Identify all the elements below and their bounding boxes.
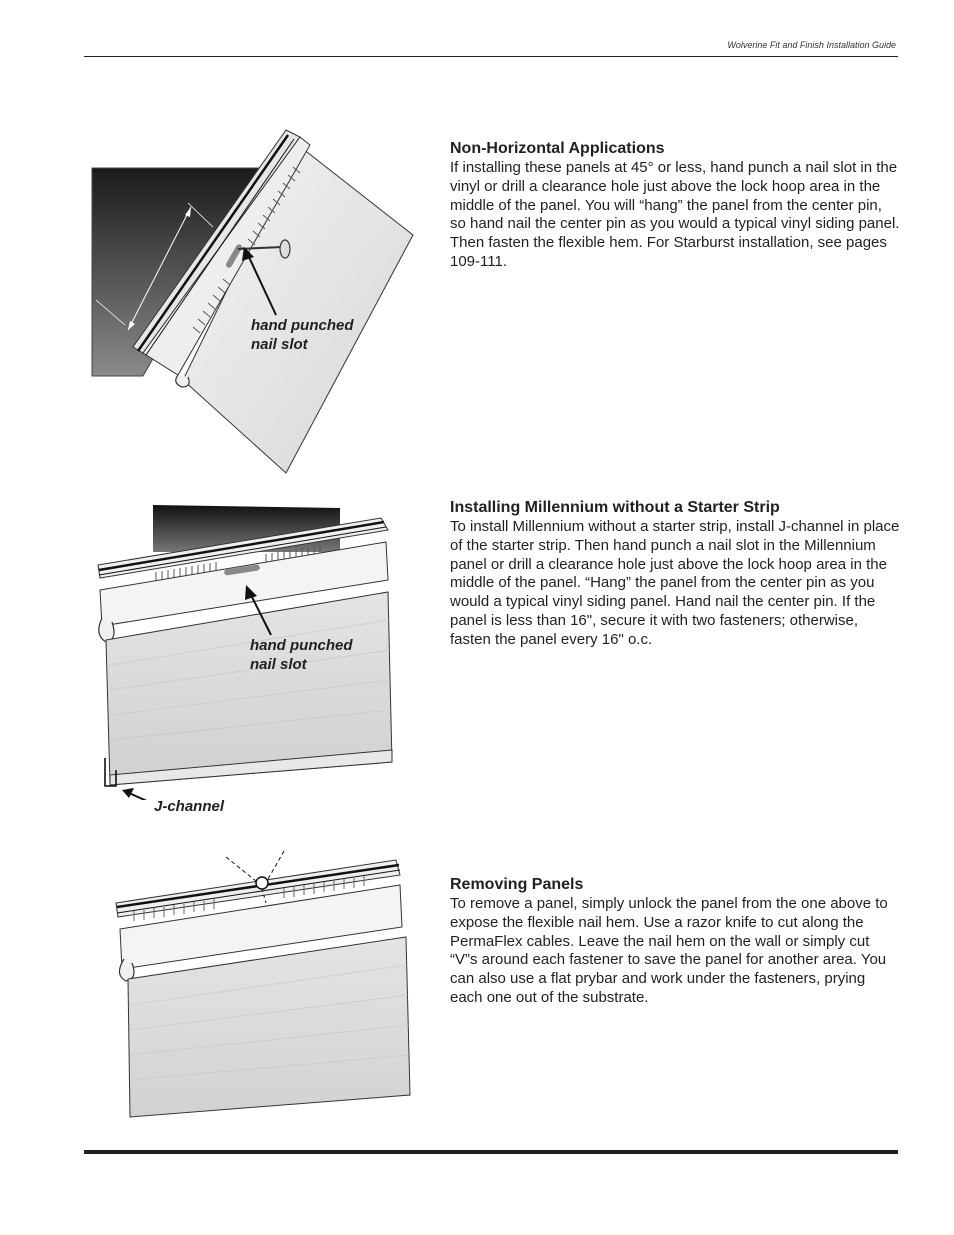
guide-title: Wolverine Fit and Finish Installation Guide — [727, 40, 896, 50]
callout-line: hand punched — [251, 317, 354, 334]
section-body: If installing these panels at 45° or less, hand punch a nail slot in the vinyl or drill a clearance hole just above the lock hoop area in the middle of the panel. You will “hang” the panel from the center pin, so hand nail the center pin as you would a typical vinyl siding panel. Then fasten the flexible hem. For Starburst installation, see pages 109-111. — [450, 159, 900, 270]
callout-j-channel: J-channel — [154, 798, 225, 815]
illustration-removing-panel — [114, 845, 414, 1125]
callout-line: nail slot — [250, 656, 307, 673]
section-body: To install Millennium without a starter strip, install J-channel in place of the starter strip. Then hand punch a nail slot in the Millennium panel or drill a clearance hole just above the lock hoop area in the middle of the panel. “Hang” the panel from the center pin as you would a typical vinyl siding panel. Hand nail the center pin. If the panel is less than 16", secure it with two fasteners; otherwise, fasten the panel every 16" o.c. — [450, 518, 900, 648]
callout-line: nail slot — [251, 336, 308, 353]
section-removing — [450, 875, 900, 1008]
section-body: To remove a panel, simply unlock the panel from the one above to expose the flexible nail hem. Use a razor knife to cut along the PermaFlex cables. Leave the nail hem on the wall or simply cut “V”s around each fastener to save the panel for another area. You can also use a flat prybar and work under the fasteners, prying each one out of the substrate. — [450, 895, 888, 1006]
section-title: Removing Panels — [450, 876, 584, 893]
section-title: Non-Horizontal Applications — [450, 140, 665, 157]
illustration-angled-panel — [88, 125, 428, 480]
callout-nail-slot-1 — [251, 316, 354, 354]
callout-line: hand punched — [250, 637, 353, 654]
section-title: Installing Millennium without a Starter Strip — [450, 499, 780, 516]
footer-rule — [84, 1150, 898, 1154]
callout-nail-slot-2 — [250, 636, 353, 674]
section-non-horizontal — [450, 139, 900, 272]
section-millennium — [450, 498, 900, 650]
header-rule — [84, 56, 898, 57]
